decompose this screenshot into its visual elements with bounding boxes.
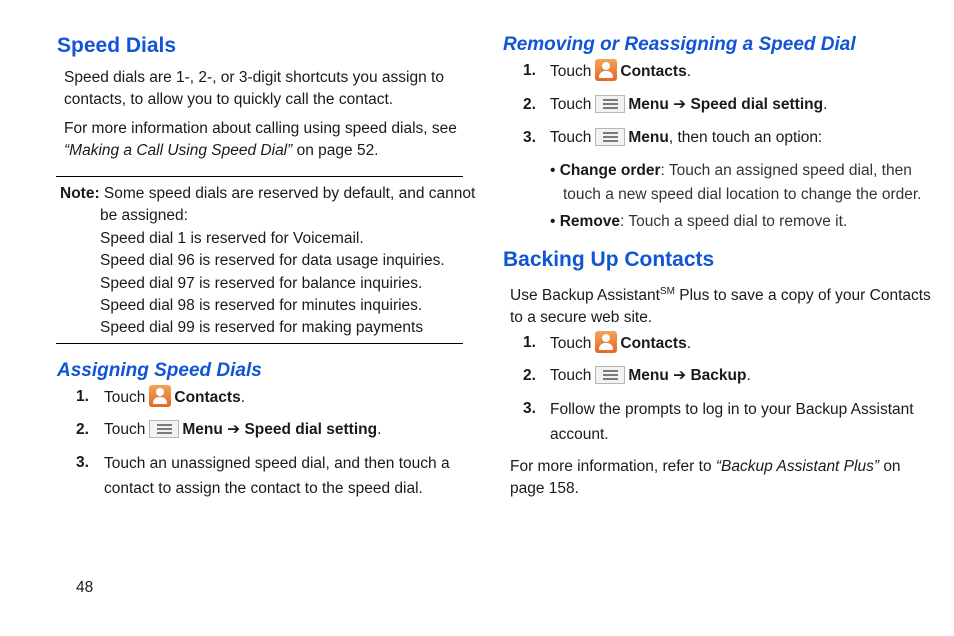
bullet-text: : Touch an assigned speed dial, then (660, 162, 912, 179)
intro-text: Use Backup Assistant (510, 287, 660, 305)
assign-step-1 (104, 385, 245, 410)
contacts-app-icon (149, 385, 171, 407)
note-item: Speed dial 99 is reserved for making payments (100, 319, 424, 337)
speed-dials-intro (64, 67, 459, 111)
intro-text-line2: to a secure web site. (510, 309, 653, 327)
step-tail: , then touch an option: (668, 129, 823, 146)
more-info-tail: on (883, 458, 901, 475)
heading-speed-dials: Speed Dials (57, 34, 177, 57)
step-text-line2: account. (550, 426, 609, 443)
note-item: Speed dial 98 is reserved for minutes inquiries. (100, 297, 423, 315)
step-tail: . (746, 367, 751, 384)
bullet-text-line2: touch a new speed dial location to change the order. (563, 186, 922, 203)
bullet-term: Remove (559, 213, 621, 230)
note-label: Note: (60, 185, 100, 202)
backup-step-3 (550, 397, 914, 447)
step-text-line1: Touch an unassigned speed dial, and then touch a (104, 455, 450, 472)
more-info-lead: For more information about calling using speed dials, see (64, 120, 457, 137)
step-tail: . (686, 335, 692, 352)
step-tail: . (823, 96, 828, 113)
step-text: Touch (550, 129, 592, 146)
step-number: 1. (76, 388, 89, 405)
backup-intro (510, 281, 931, 329)
menu-path-label: Menu ➔ Backup (628, 367, 747, 384)
step-number: 3. (523, 129, 536, 146)
backup-step-2 (550, 364, 751, 388)
service-mark: SM (659, 286, 675, 297)
heading-removing-reassigning: Removing or Reassigning a Speed Dial (503, 34, 856, 55)
contacts-label: Contacts (620, 63, 687, 80)
remove-step-2 (550, 93, 827, 117)
bullet-text: : Touch a speed dial to remove it. (620, 213, 848, 230)
note-item: Speed dial 96 is reserved for data usage inquiries. (100, 252, 445, 270)
step-tail: . (686, 63, 692, 80)
contacts-app-icon (595, 331, 617, 353)
assign-step-2 (104, 418, 381, 442)
menu-key-icon (595, 366, 625, 384)
contacts-label: Contacts (620, 335, 687, 352)
more-info-tail: on page 52. (296, 142, 379, 159)
page-number: 48 (76, 579, 94, 596)
note-text-line1: Some speed dials are reserved by default, and cannot (103, 185, 476, 202)
note-item: Speed dial 97 is reserved for balance inquiries. (100, 274, 423, 292)
step-tail: . (240, 389, 246, 406)
step-number: 2. (523, 96, 536, 113)
contacts-label: Contacts (174, 389, 241, 406)
step-text: Touch (550, 63, 592, 80)
step-text: Touch (550, 96, 592, 113)
note-top-rule (56, 176, 463, 177)
step-number: 1. (523, 62, 536, 79)
step-text: Touch (550, 335, 592, 352)
step-text-line1: Follow the prompts to log in to your Backup Assistant (550, 401, 914, 418)
more-info-lead: For more information, refer to (510, 458, 712, 475)
step-tail: . (377, 421, 382, 438)
more-info-line2: page 158. (510, 480, 579, 497)
step-number: 1. (523, 334, 536, 351)
step-number: 2. (523, 367, 536, 384)
heading-assigning-speed-dials: Assigning Speed Dials (57, 360, 262, 381)
menu-key-icon (595, 95, 625, 113)
note-text-line2: be assigned: (100, 207, 188, 225)
note-box (60, 183, 476, 340)
step-number: 2. (76, 421, 89, 438)
assign-step-3 (104, 451, 450, 501)
bullet-term: Change order (559, 162, 661, 179)
backup-step-1 (550, 331, 691, 356)
step-text-line2: contact to assign the contact to the speed dial. (104, 480, 423, 497)
menu-key-icon (595, 128, 625, 146)
step-text: Touch (104, 421, 146, 438)
intro-text: Plus to save a copy of your Contacts (674, 287, 931, 305)
speed-dials-more-info (64, 118, 459, 162)
xref-making-call[interactable]: “Making a Call Using Speed Dial” (64, 142, 293, 159)
menu-label: Menu (628, 129, 669, 146)
contacts-app-icon (595, 59, 617, 81)
menu-path-label: Menu ➔ Speed dial setting (182, 421, 378, 438)
remove-step-3 (550, 126, 822, 150)
speed-dials-para1: Speed dials are 1-, 2-, or 3-digit shortcuts you assign to contacts, to allow you to quickly call the contact. (64, 69, 444, 108)
heading-backing-up-contacts: Backing Up Contacts (503, 248, 715, 271)
step-text: Touch (104, 389, 146, 406)
remove-step-1 (550, 59, 691, 84)
backup-more-info (510, 456, 920, 500)
bullet-remove: • Remove: Touch a speed dial to remove it. (550, 213, 848, 230)
step-number: 3. (76, 454, 89, 471)
xref-backup-assistant-plus[interactable]: “Backup Assistant Plus” (715, 458, 879, 475)
menu-key-icon (149, 420, 179, 438)
note-bottom-rule (56, 343, 463, 344)
step-text: Touch (550, 367, 592, 384)
step-number: 3. (523, 400, 536, 417)
note-item: Speed dial 1 is reserved for Voicemail. (100, 229, 364, 247)
menu-path-label: Menu ➔ Speed dial setting (628, 96, 824, 113)
bullet-change-order: • Change order: Touch an assigned speed dial, then touch a new speed dial location to change the order. (550, 159, 930, 207)
